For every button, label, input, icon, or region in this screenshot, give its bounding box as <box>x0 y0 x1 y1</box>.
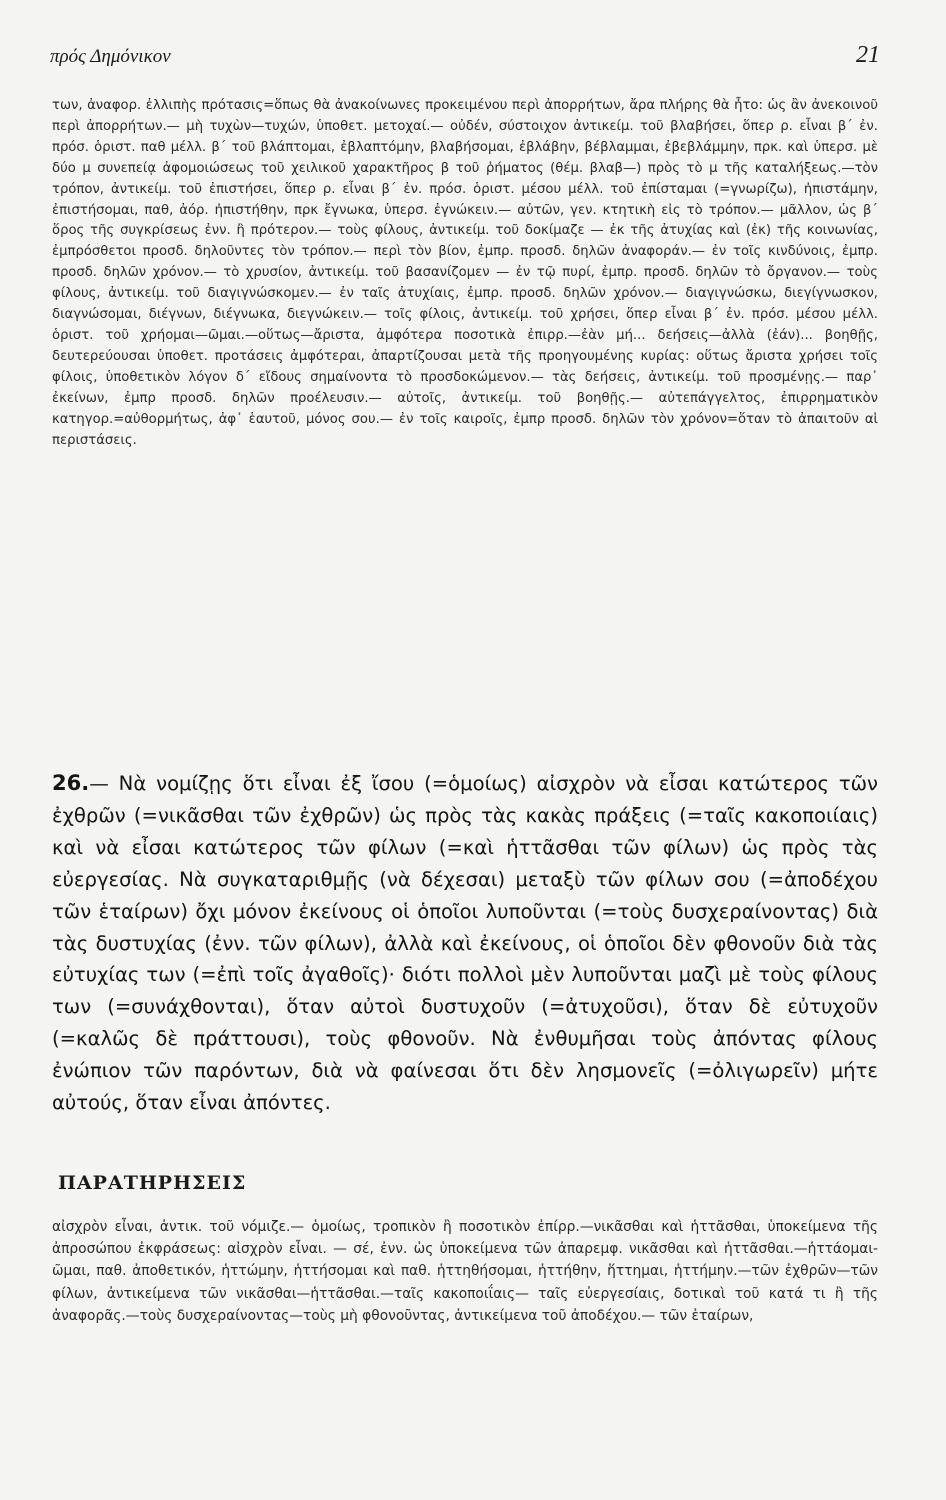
page-number: 21 <box>856 42 880 68</box>
remarks-heading: ΠΑΡΑΤΗΡΗΣΕΙΣ <box>58 1172 247 1194</box>
remarks-paragraph: αἰσχρὸν εἶναι, ἀντικ. τοῦ νόμιζε.— ὁμοίως, τροπικὸν ἢ ποσοτικὸν ἐπίρρ.—νικᾶσθαι καὶ ἡττᾶσθαι, ὑποκείμενα τῆς ἀπροσώπου ἐκφράσεως: αἰσχρὸν εἶναι. — σέ, ἐνν. ὡς ὑποκείμενα τῶν ἀπαρεμφ. νικᾶσθαι καὶ ἡττᾶσθαι.—ἡττάομαι-ῶμαι, παθ. ἀποθετικόν, ἡττώμην, ἡττήσομαι καὶ παθ. ἡττηθήσομαι, ἡττήθην, ἥττημαι, ἡττήμην.—τῶν ἐχθρῶν—τῶν φίλων, ἀντικείμενα τῶν νικᾶσθαι—ἡττᾶσθαι.—ταῖς κακοποιΐαις— ταῖς εὐεργεσίαις, δοτικαὶ τοῦ κατά τι ἢ τῆς ἀναφορᾶς.—τοὺς δυσχεραίνοντας—τοὺς μὴ φθονοῦντας, ἀντικείμενα τοῦ ἀποδέχου.— τῶν ἑταίρων, <box>52 1219 878 1324</box>
running-title: πρός Δημόνικον <box>50 46 171 67</box>
main-text-section <box>52 768 878 1119</box>
remarks-notes <box>52 1216 878 1327</box>
section-paragraph <box>52 768 878 1119</box>
running-head <box>50 42 880 76</box>
section-number: 26. <box>52 771 90 795</box>
commentary-notes <box>52 96 878 451</box>
notes-paragraph: των, ἀναφορ. ἐλλιπὴς πρότασις=ὅπως θὰ ἀνακοίνωνες προκειμένου περὶ ἀπορρήτων, ἄρα πλήρης θὰ ἦτο: ὡς ἂν ἀνεκοινοῦ περὶ ἀπορρήτων.— μὴ τυχὼν—τυχών, ὑποθετ. μετοχαί.— οὐδέν, σύστοιχον ἀντικείμ. τοῦ βλαβήσει, ὅπερ ρ. εἶναι β΄ ἐν. πρόσ. ὁριστ. παθ μέλλ. β΄ τοῦ βλάπτομαι, ἐβλαπτόμην, βλαβήσομαι, ἐβλάβην, βέβλαμμαι, ἐβεβλάμμην, πρκ. καὶ ὑπερσ. μὲ δύο μ συνεπείᾳ ἀφομοιώσεως τοῦ χειλικοῦ χαρακτῆρος β τοῦ ῥήματος (θέμ. βλαβ—) πρὸς τὸ μ τῆς καταλήξεως.—τὸν τρόπον, ἀντικείμ. τοῦ ἐπιστήσει, ὅπερ ρ. εἶναι β΄ ἐν. πρόσ. ὁριστ. μέσου μέλλ. τοῦ ἐπίσταμαι (=γνωρίζω), ἠπιστάμην, ἐπιστήσομαι, παθ, ἀόρ. ἠπιστήθην, πρκ ἔγνωκα, ὑπερσ. ἐγνώκειν.— αὐτῶν, γεν. κτητικὴ εἰς τὸ τρόπον.— μᾶλλον, ὡς β΄ ὅρος τῆς συγκρίσεως ἐνν. ἢ πρότερον.— τοὺς φίλους, ἀντικείμ. τοῦ δοκίμαζε — ἐκ τῆς ἀτυχίας καὶ (ἐκ) τῆς κοινωνίας, ἐμπρόσθετοι προσδ. δηλοῦντες τὸν τρόπον.— περὶ τὸν βίον, ἐμπρ. προσδ. δηλῶν ἀναφοράν.— ἐν τοῖς κινδύνοις, ἐμπρ. προσδ. δηλῶν χρόνον.— τὸ χρυσίον, ἀντικείμ. τοῦ βασανίζομεν — ἐν τῷ πυρί, ἐμπρ. προσδ. δηλῶν τὸ ὄργανον.— τοὺς φίλους, ἀντικείμ. τοῦ διαγιγνώσκομεν.— ἐν ταῖς ἀτυχίαις, ἐμπρ. προσδ. δηλῶν χρόνον.— διαγιγνώσκω, διεγίγνωσκον, διαγνώσομαι, διέγνων, διέγνωκα, διεγνώκειν.— τοῖς φίλοις, ἀντικείμ. τοῦ χρήσει, ὅπερ εἶναι β΄ ἐν. πρόσ. μέσου μέλλ. ὁριστ. τοῦ χρήομαι—ῶμαι.—οὕτως—ἄριστα, ἀμφότερα ποσοτικὰ ἐπιρρ.—ἐὰν μή... δεήσεις—ἀλλὰ (ἐάν)... βοηθῇς, δευτερεύουσαι ὑποθετ. προτάσεις ἀμφότεραι, ἀπαρτίζουσαι μετὰ τῆς προηγουμένης κυρίας: οὕτως ἄριστα χρήσει τοῖς φίλοις, ὑποθετικὸν λόγον δ΄ εἴδους σημαίνοντα τὸ προσδοκώμενον.— τὰς δεήσεις, ἀντικείμ. τοῦ προσμένῃς.— παρ᾿ ἐκείνων, ἐμπρ προσδ. δηλῶν προέλευσιν.— αὐτοῖς, ἀντικείμ. τοῦ βοηθῇς.— αὐτεπάγγελτος, ἐπιρρηματικὸν κατηγορ.=αὐθορμήτως, ἀφ᾿ ἑαυτοῦ, μόνος σου.— ἐν τοῖς καιροῖς, ἐμπρ προσδ. δηλῶν τὸν χρόνον=ὅταν τὸ ἀπαιτοῦν αἱ περιστάσεις. <box>52 98 878 448</box>
section-text: — Νὰ νομίζῃς ὅτι εἶναι ἐξ ἴσου (=ὁμοίως) αἰσχρὸν νὰ εἶσαι κατώτερος τῶν ἐχθρῶν (=νικᾶσθαι τῶν ἐχθρῶν) ὡς πρὸς τὰς κακὰς πράξεις (=ταῖς κακοποιίαις) καὶ νὰ εἶσαι κατώτερος τῶν φίλων (=καὶ ἡττᾶσθαι τῶν φίλων) ὡς πρὸς τὰς εὐεργεσίας. Νὰ συγκαταριθμῇς (νὰ δέχεσαι) μεταξὺ τῶν φίλων σου (=ἀποδέχου τῶν ἑταίρων) ὄχι μόνον ἐκείνους οἱ ὁποῖοι λυποῦνται (=τοὺς δυσχεραίνοντας) διὰ τὰς δυστυχίας (ἐνν. τῶν φίλων), ἀλλὰ καὶ ἐκείνους, οἱ ὁποῖοι δὲν φθονοῦν διὰ τὰς εὐτυχίας των (=ἐπὶ τοῖς ἀγαθοῖς)· διότι πολλοὶ μὲν λυποῦνται μαζὶ μὲ τοὺς φίλους των (=συνάχθονται), ὅταν αὐτοὶ δυστυχοῦν (=ἀτυχοῦσι), ὅταν δὲ εὐτυχοῦν (=καλῶς δὲ πράττουσι), τοὺς φθονοῦν. Νὰ ἐνθυμῆσαι τοὺς ἀπόντας φίλους ἐνώπιον τῶν παρόντων, διὰ νὰ φαίνεσαι ὅτι δὲν λησμονεῖς (=ὀλιγωρεῖν) μήτε αὐτούς, ὅταν εἶναι ἀπόντες. <box>52 772 878 1115</box>
